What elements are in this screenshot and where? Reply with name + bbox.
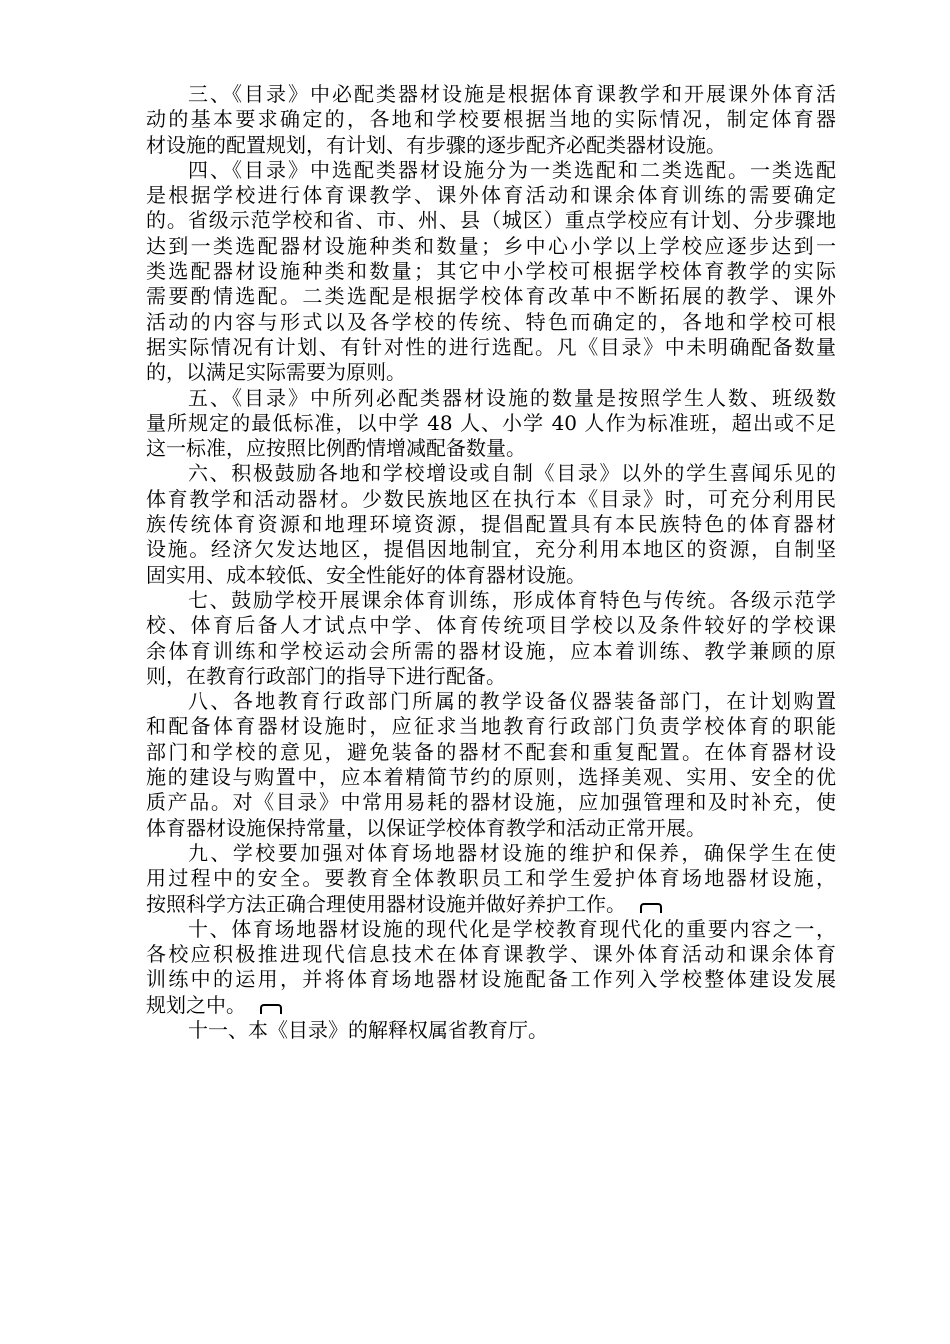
- text-line-content: 的，以满足实际需要为原则。: [146, 360, 406, 385]
- text-line: [146, 866, 836, 891]
- text-line: [146, 613, 836, 638]
- text-line-content: 部门和学校的意见，避免装备的器材不配套和重复配置。在体育器材设: [146, 739, 836, 764]
- text-line: [146, 461, 836, 486]
- text-line-content: 据实际情况有计划、有针对性的进行选配。凡《目录》中未明确配备数量: [146, 334, 836, 359]
- text-line-content: 则，在教育行政部门的指导下进行配备。: [146, 663, 506, 688]
- text-line: [146, 588, 836, 613]
- text-line: [146, 689, 836, 714]
- text-line: [146, 841, 836, 866]
- editor-mark-icon: [260, 1004, 282, 1014]
- text-line: [146, 82, 836, 107]
- text-line: [146, 310, 836, 335]
- text-line: [146, 107, 836, 132]
- text-line-content: 九、学校要加强对体育场地器材设施的维护和保养，确保学生在使: [188, 840, 836, 865]
- text-line-content: 各校应积极推进现代信息技术在体育课教学、课外体育活动和课余体育: [146, 942, 836, 967]
- text-line-content: 的。省级示范学校和省、市、州、县（城区）重点学校应有计划、分步骤地: [146, 208, 836, 233]
- text-line-content: 十一、本《目录》的解释权属省教育厅。: [188, 1017, 548, 1042]
- text-line-content: 七、鼓励学校开展课余体育训练，形成体育特色与传统。各级示范学: [188, 587, 836, 612]
- text-line-content: 按照科学方法正确合理使用器材设施并做好养护工作。: [146, 891, 626, 916]
- text-line-content: 量所规定的最低标准，以中学 48 人、小学 40 人作为标准班，超出或不足: [146, 410, 836, 435]
- text-line: [146, 1018, 836, 1043]
- text-line-content: 八、各地教育行政部门所属的教学设备仪器装备部门，在计划购置: [188, 689, 836, 714]
- text-line-content: 和配备体育器材设施时，应征求当地教育行政部门负责学校体育的职能: [146, 714, 836, 739]
- text-line: [146, 183, 836, 208]
- text-line: [146, 639, 836, 664]
- text-line-content: 三、《目录》中必配类器材设施是根据体育课教学和开展课外体育活: [188, 82, 836, 106]
- text-line-content: 需要酌情选配。二类选配是根据学校体育改革中不断拓展的教学、课外: [146, 284, 836, 309]
- text-line: [146, 436, 836, 461]
- text-line-content: 动的基本要求确定的，各地和学校要根据当地的实际情况，制定体育器: [146, 107, 836, 132]
- text-line-content: 质产品。对《目录》中常用易耗的器材设施，应加强管理和及时补充，使: [146, 790, 836, 815]
- text-line: [146, 664, 836, 689]
- text-line: [146, 790, 836, 815]
- editor-mark-icon: [640, 903, 662, 913]
- text-line-content: 四、《目录》中选配类器材设施分为一类选配和二类选配。一类选配: [188, 157, 836, 182]
- text-line: [146, 993, 836, 1018]
- text-line-content: 这一标准，应按照比例酌情增减配备数量。: [146, 436, 526, 461]
- text-line-content: 体育教学和活动器材。少数民族地区在执行本《目录》时，可充分利用民: [146, 486, 836, 511]
- text-line: [146, 133, 836, 158]
- text-line: [146, 487, 836, 512]
- text-line-content: 训练中的运用，并将体育场地器材设施配备工作列入学校整体建设发展: [146, 967, 836, 992]
- text-line: [146, 284, 836, 309]
- text-line: [146, 335, 836, 360]
- text-line: [146, 892, 836, 917]
- text-line: [146, 208, 836, 233]
- text-line: [146, 158, 836, 183]
- text-line-content: 达到一类选配器材设施种类和数量；乡中心小学以上学校应逐步达到一: [146, 233, 836, 258]
- text-line-content: 五、《目录》中所列必配类器材设施的数量是按照学生人数、班级数: [188, 385, 836, 410]
- text-line: [146, 537, 836, 562]
- text-line-content: 余体育训练和学校运动会所需的器材设施，应本着训练、教学兼顾的原: [146, 638, 836, 663]
- text-line: [146, 563, 836, 588]
- text-line: [146, 816, 836, 841]
- text-line-content: 校、体育后备人才试点中学、体育传统项目学校以及条件较好的学校课: [146, 613, 836, 638]
- text-line: [146, 234, 836, 259]
- text-line: [146, 942, 836, 967]
- text-line: [146, 259, 836, 284]
- text-line-content: 是根据学校进行体育课教学、课外体育活动和课余体育训练的需要确定: [146, 183, 836, 208]
- text-line-content: 类选配器材设施种类和数量；其它中小学校可根据学校体育教学的实际: [146, 259, 836, 284]
- document-body: [146, 82, 836, 1043]
- text-line-content: 六、积极鼓励各地和学校增设或自制《目录》以外的学生喜闻乐见的: [188, 461, 836, 486]
- text-line: [146, 411, 836, 436]
- text-line-content: 体育器材设施保持常量，以保证学校体育教学和活动正常开展。: [146, 815, 706, 840]
- text-line-content: 施的建设与购置中，应本着精简节约的原则，选择美观、实用、安全的优: [146, 765, 836, 790]
- text-line: [146, 512, 836, 537]
- text-line-content: 十、体育场地器材设施的现代化是学校教育现代化的重要内容之一，: [188, 916, 836, 941]
- text-line: [146, 765, 836, 790]
- text-line-content: 规划之中。: [146, 992, 246, 1017]
- text-line-content: 用过程中的安全。要教育全体教职员工和学生爱护体育场地器材设施，: [146, 866, 836, 891]
- text-line-content: 族传统体育资源和地理环境资源，提倡配置具有本民族特色的体育器材: [146, 512, 836, 537]
- text-line: [146, 740, 836, 765]
- text-line: [146, 714, 836, 739]
- text-line-content: 固实用、成本较低、安全性能好的体育器材设施。: [146, 562, 586, 587]
- text-line-content: 材设施的配置规划，有计划、有步骤的逐步配齐必配类器材设施。: [146, 132, 726, 157]
- text-line: [146, 967, 836, 992]
- text-line-content: 设施。经济欠发达地区，提倡因地制宜，充分利用本地区的资源，自制坚: [146, 537, 836, 562]
- text-line: [146, 917, 836, 942]
- text-line: [146, 386, 836, 411]
- text-line-content: 活动的内容与形式以及各学校的传统、特色而确定的，各地和学校可根: [146, 309, 836, 334]
- text-line: [146, 360, 836, 385]
